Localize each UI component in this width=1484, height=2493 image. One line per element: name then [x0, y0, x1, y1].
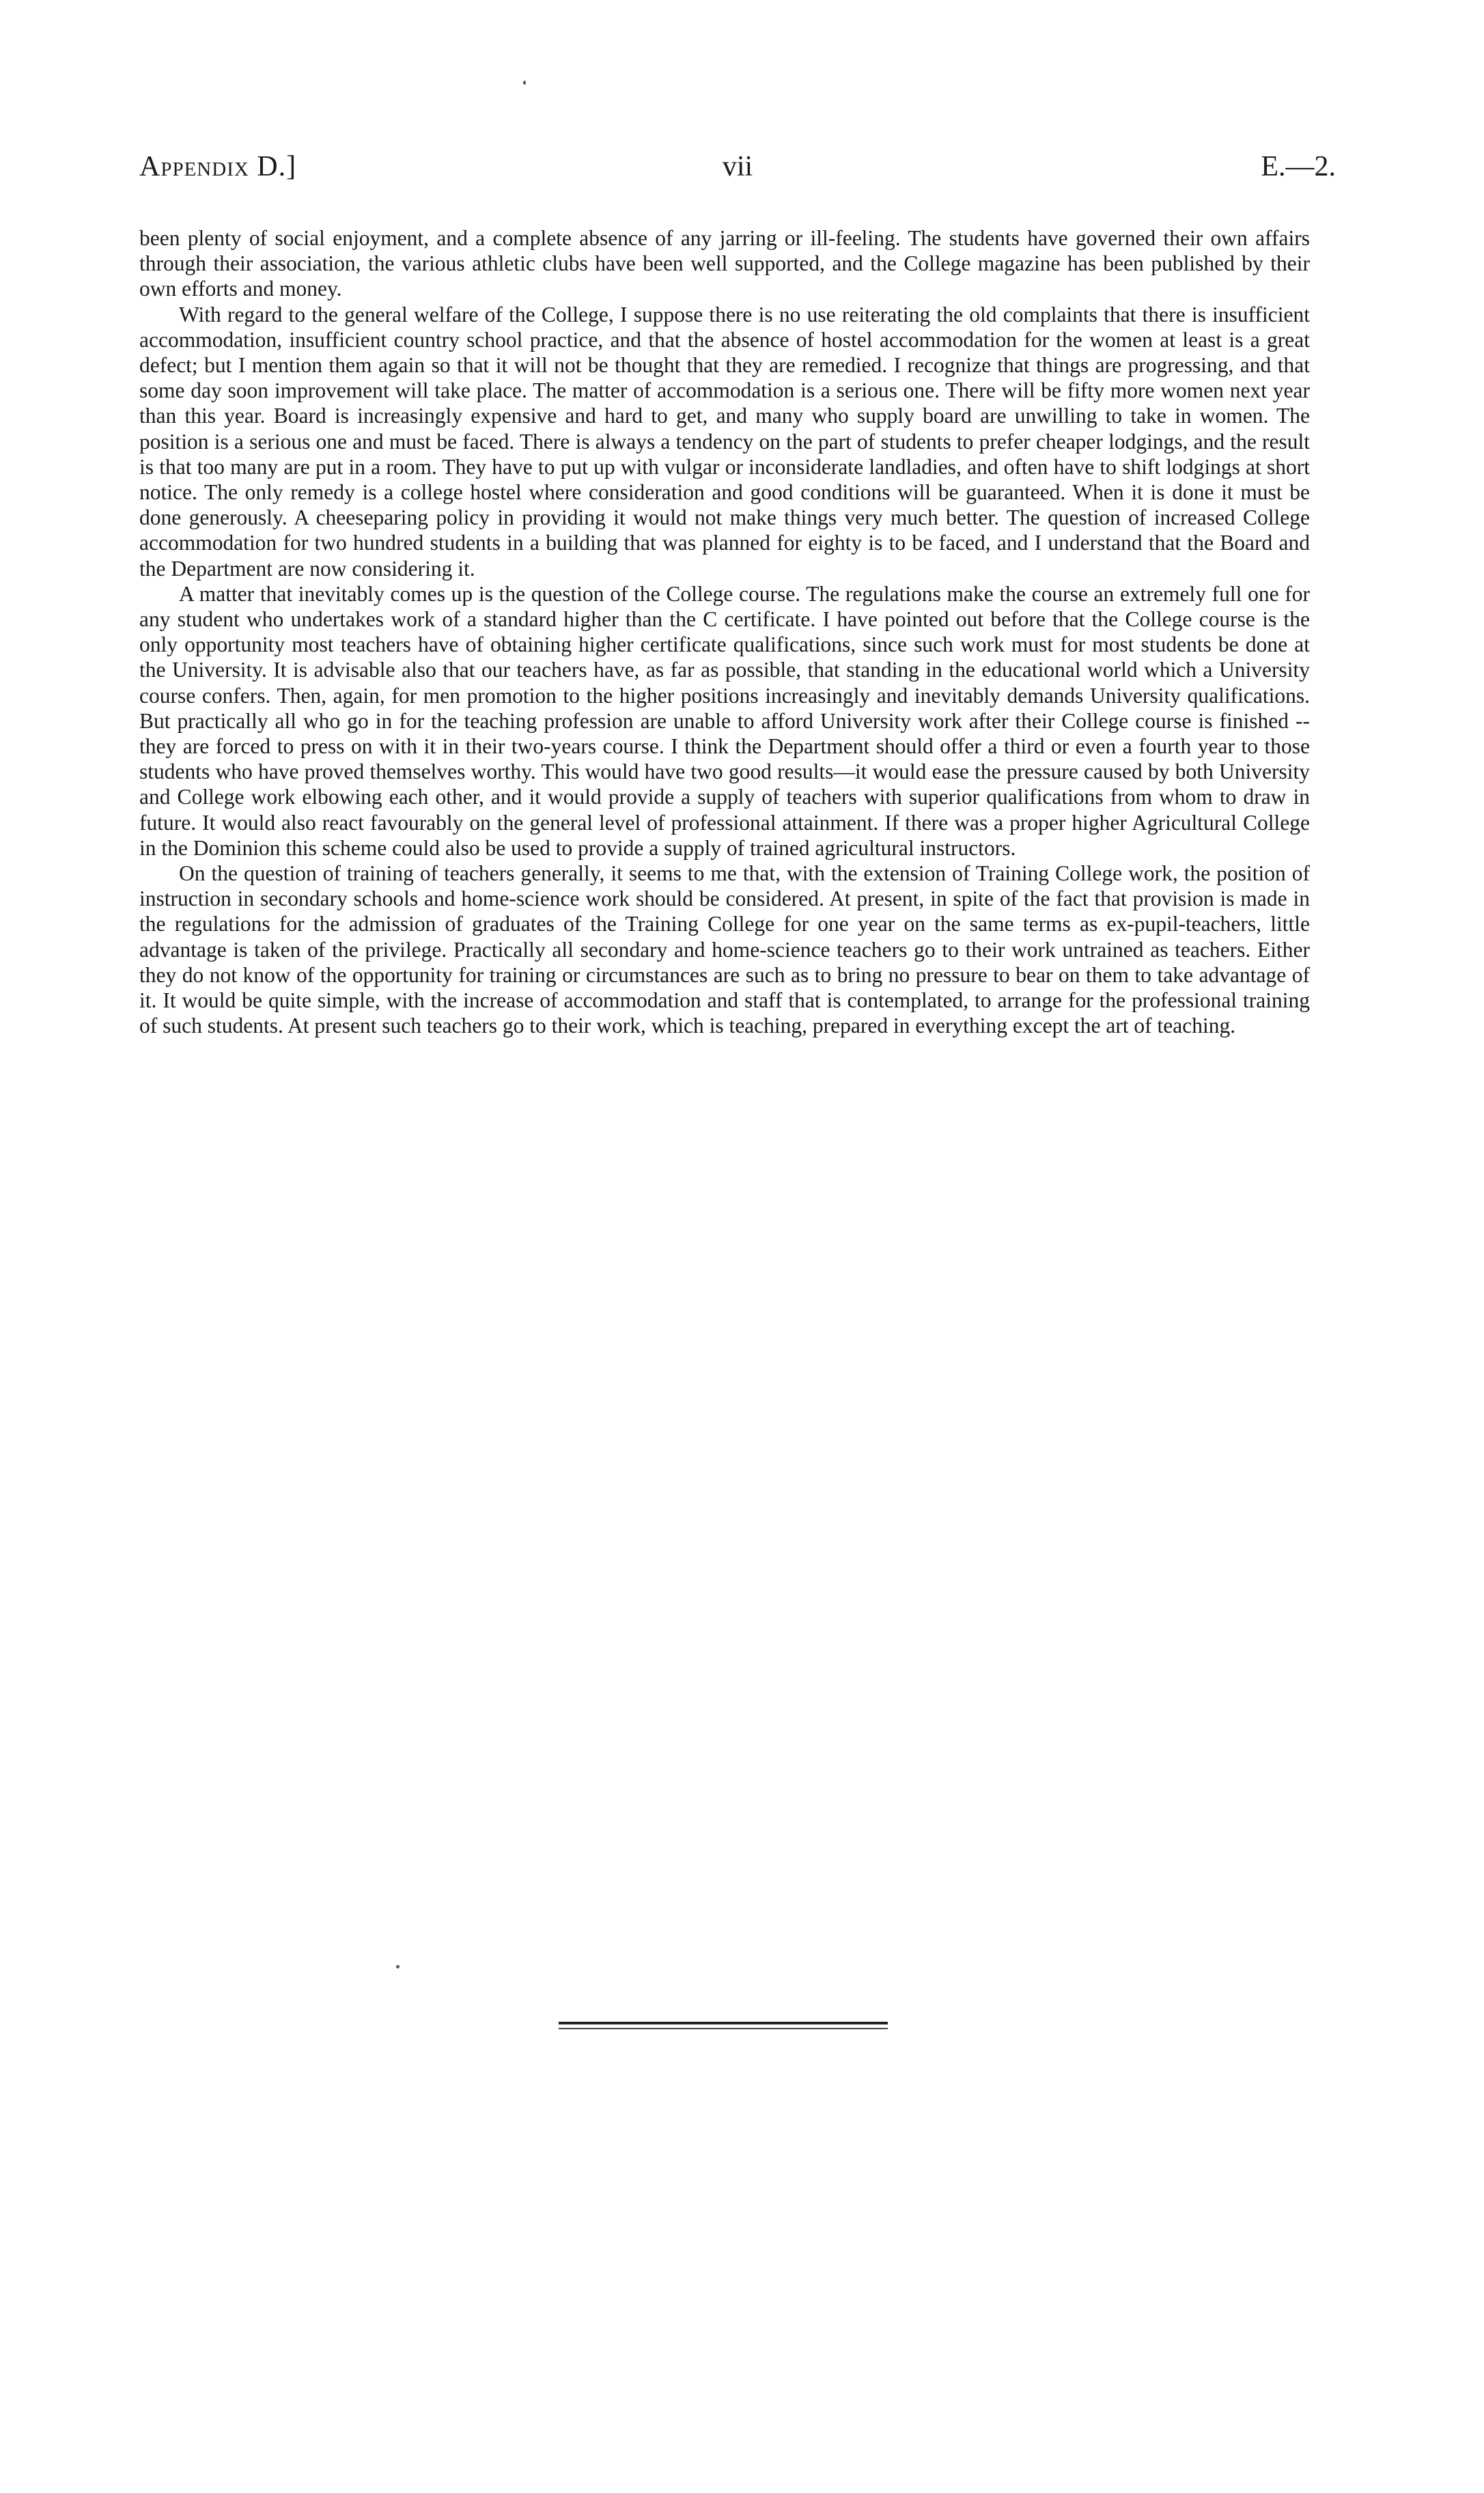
end-rule-thick	[559, 2022, 888, 2024]
print-speck	[523, 81, 526, 85]
document-reference: E.—2.	[1261, 151, 1336, 182]
paragraph-accommodation: With regard to the general welfare of the College, I suppose there is no use reiterating the old complaints that there is insufficient accommodation, insufficient country school practice, and that the absence of hostel accommodation for the women at least is a great defect; but I mention them again so that it will not be thought that they are remedied. I recognize that things are progressing, and that some day soon improvement will take place. The matter of accommodation is a serious one. There will be fifty more women next year than this year. Board is increasingly expensive and hard to get, and many who supply board are unwilling to take in women. The position is a serious one and must be faced. There is always a tendency on the part of students to prefer cheaper lodgings, and the result is that too many are put in a room. They have to put up with vulgar or inconsiderate landladies, and often have to shift lodgings at short notice. The only remedy is a college hostel where consideration and good conditions will be guaranteed. When it is done it must be done generously. A cheeseparing policy in providing it would not make things very much better. The question of increased College accommodation for two hundred students in a building that was planned for eighty is to be faced, and I understand that the Board and the Department are now considering it.	[139, 302, 1310, 581]
print-speck	[396, 1965, 400, 1968]
body-text	[139, 225, 1310, 1039]
paragraph-teacher-training: On the question of training of teachers generally, it seems to me that, with the extension of Training College work, the position of instruction in secondary schools and home-science work should be considered. At present, in spite of the fact that provision is made in the regulations for the admission of graduates of the Training College for one year on the same terms as ex-pupil-teachers, little advantage is taken of the privilege. Practically all secondary and home-science teachers go to their work untrained as teachers. Either they do not know of the opportunity for training or circumstances are such as to bring no pressure to bear on them to take advantage of it. It would be quite simple, with the increase of accommodation and staff that is contemplated, to arrange for the professional training of such students. At present such teachers go to their work, which is teaching, prepared in everything except the art of teaching.	[139, 861, 1310, 1038]
paragraph-college-course: A matter that inevitably comes up is the question of the College course. The regulations make the course an extremely full one for any student who undertakes work of a standard higher than the C certificate. I have pointed out before that the College course is the only opportunity most teachers have of obtaining higher certificate qualifications, since such work must for most students be done at the University. It is advisable also that our teachers have, as far as possible, that standing in the educational world which a University course confers. Then, again, for men promotion to the higher positions increasingly and inevitably demands University qualifications. But practically all who go in for the teaching profession are unable to afford University work after their College course is finished --they are forced to press on with it in their two-years course. I think the Department should offer a third or even a fourth year to those students who have proved themselves worthy. This would have two good results—it would ease the pressure caused by both University and College work elbowing each other, and it would provide a supply of teachers with superior qualifications from whom to draw in future. It would also react favourably on the general level of professional attainment. If there was a proper higher Agricultural College in the Dominion this scheme could also be used to provide a supply of trained agricultural instructors.	[139, 581, 1310, 860]
end-rule-thin	[559, 2028, 888, 2029]
appendix-label: Appendix D.]	[139, 151, 297, 182]
page-number: vii	[722, 151, 753, 182]
paragraph-social-life: been plenty of social enjoyment, and a complete absence of any jarring or ill-feeling. The students have governed their own affairs through their association, the various athletic clubs have been well supported, and the College magazine has been published by their own efforts and money.	[139, 226, 1310, 301]
end-rule	[559, 2022, 888, 2033]
running-header	[139, 146, 1336, 187]
